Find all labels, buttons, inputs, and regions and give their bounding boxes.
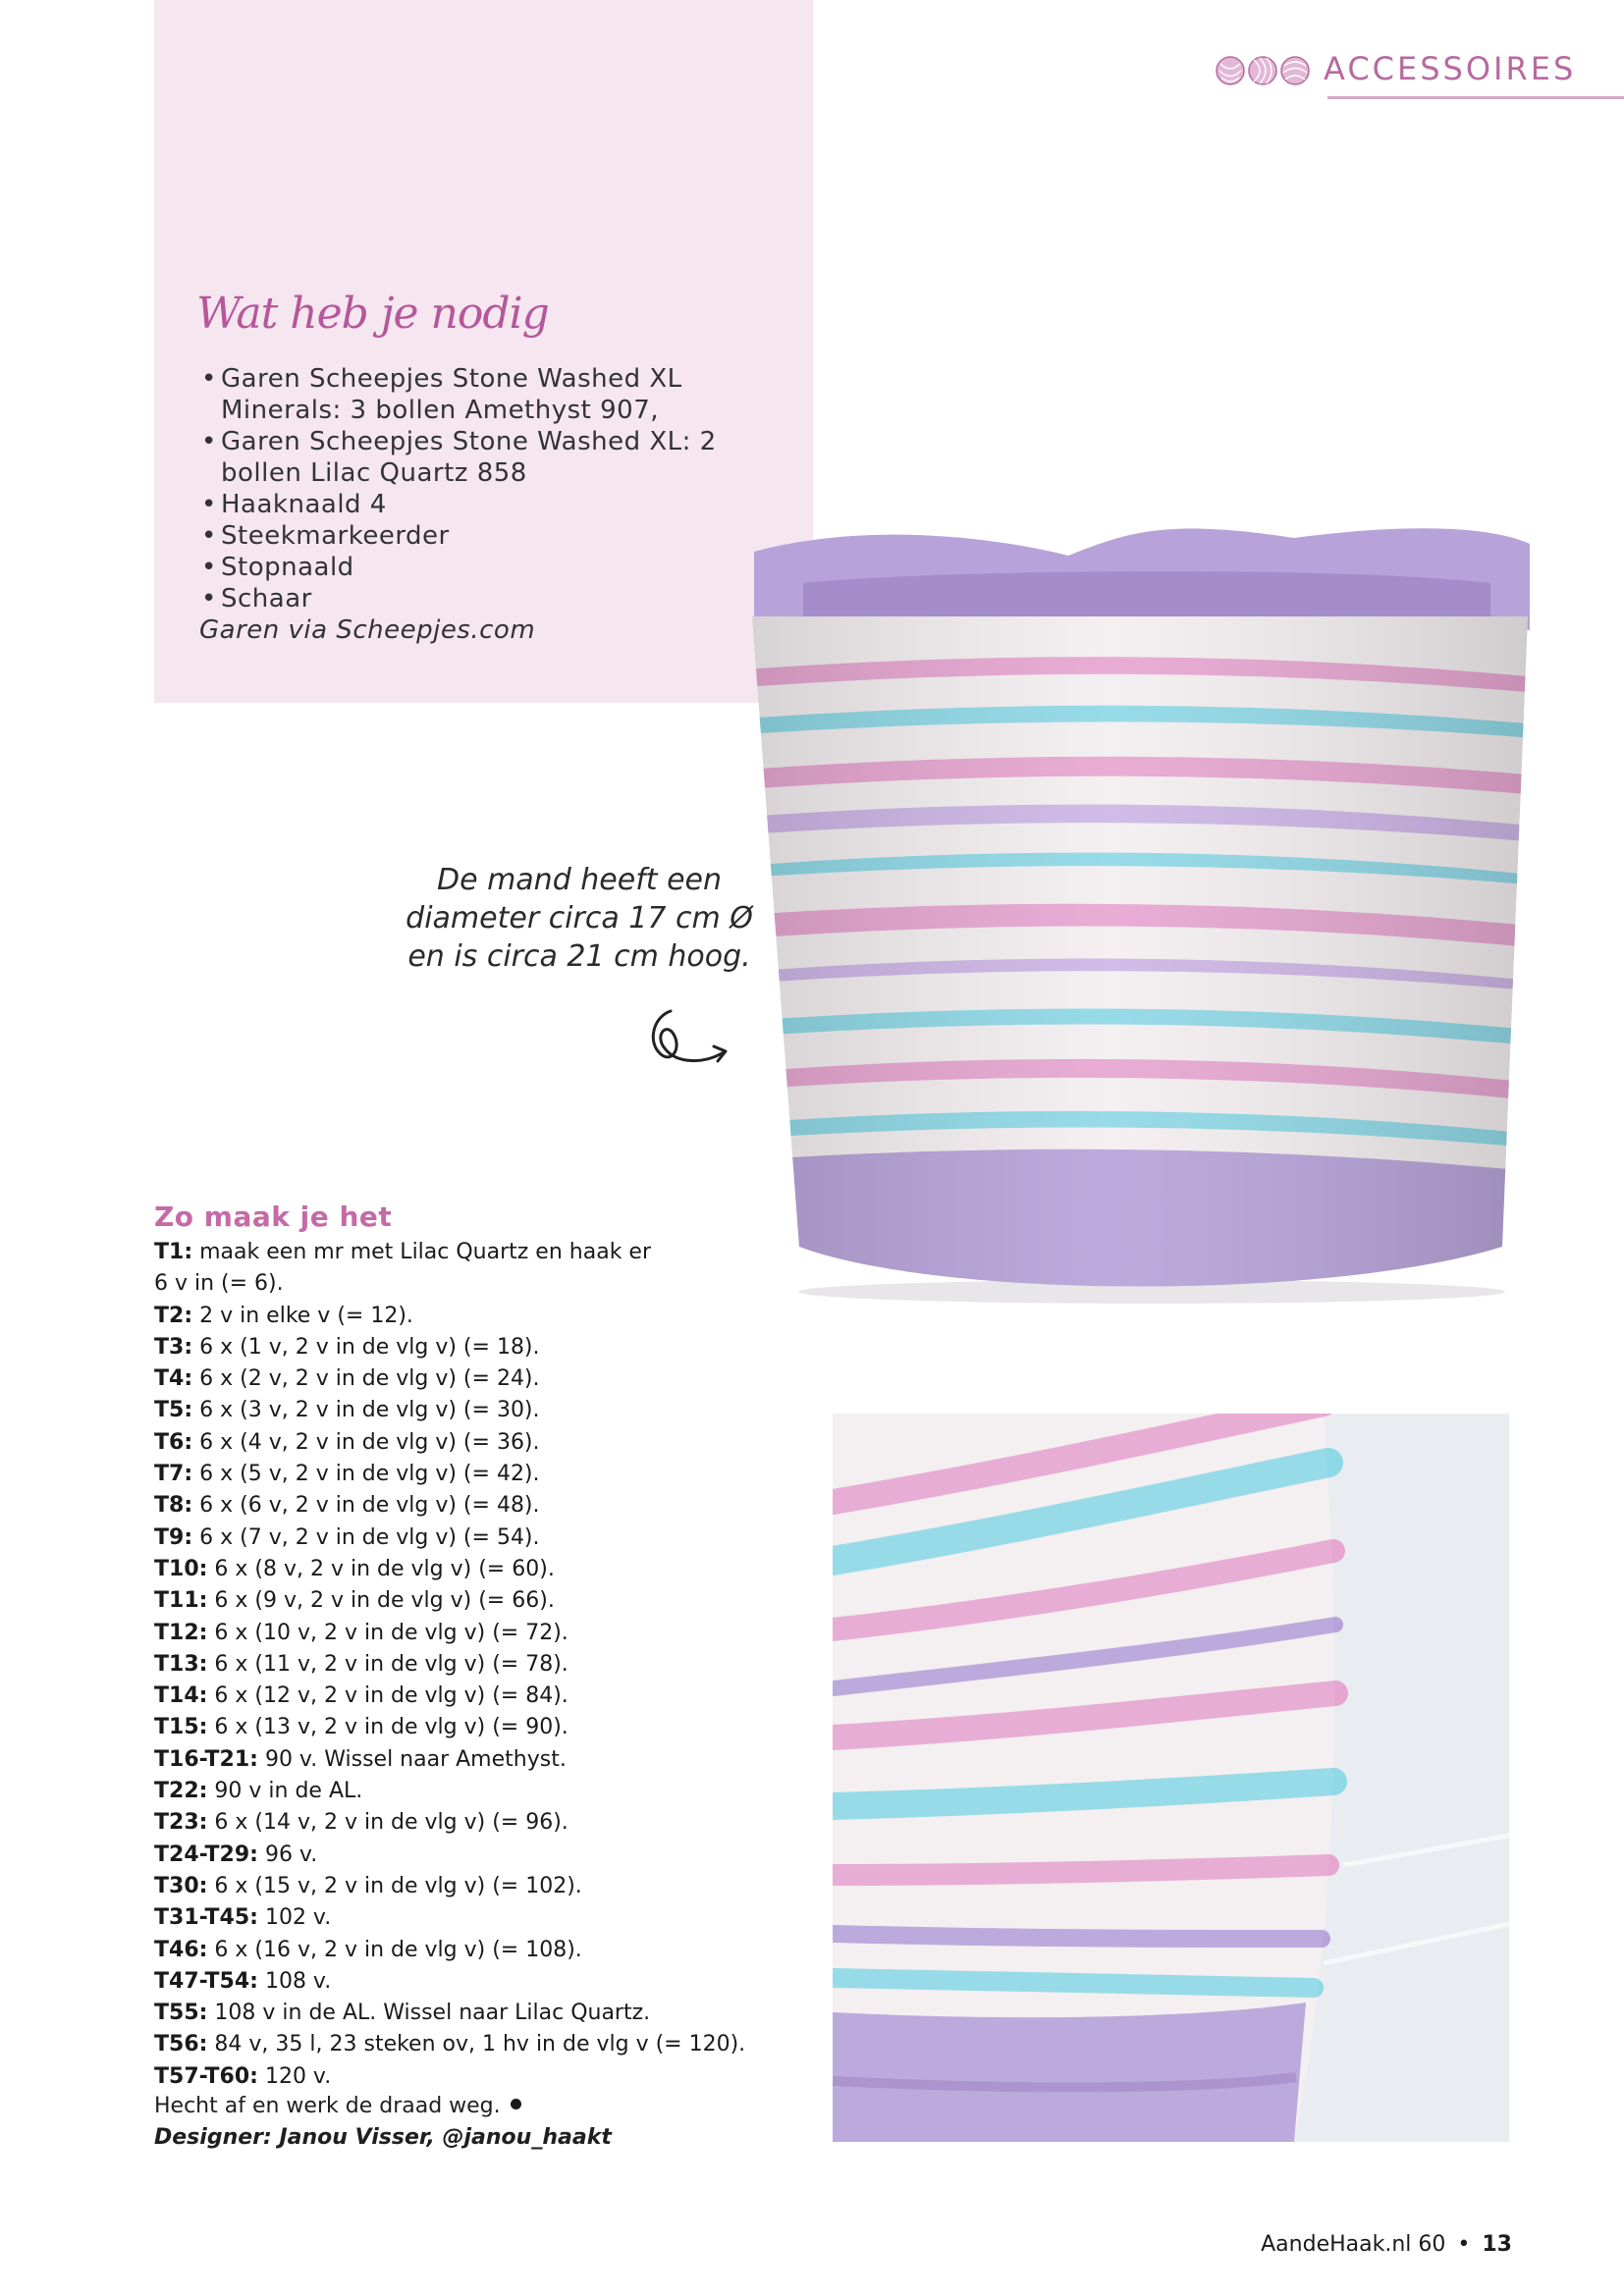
instruction-row — [154, 1902, 783, 1934]
section-label: ACCESSOIRES — [1324, 50, 1577, 87]
row-text: 6 x (7 v, 2 v in de vlg v) (= 54). — [192, 1524, 540, 1550]
row-label: T14: — [154, 1683, 208, 1709]
materials-item: • Garen Scheepjes Stone Washed XL Minerals: 3 bollen Amethyst 907, — [201, 363, 790, 426]
instruction-row — [154, 1966, 783, 1998]
detail-photo — [833, 1414, 1509, 2142]
materials-title: Wat heb je nodig — [196, 289, 549, 339]
instruction-row — [154, 1363, 783, 1395]
materials-item: • Haaknaald 4 — [201, 489, 790, 520]
instruction-row — [154, 1554, 783, 1585]
row-text: 6 x (4 v, 2 v in de vlg v) (= 36). — [192, 1429, 540, 1455]
row-text: 108 v. — [257, 1968, 332, 1994]
row-text: 6 x (5 v, 2 v in de vlg v) (= 42). — [192, 1462, 540, 1487]
instruction-row — [154, 1840, 783, 1871]
instruction-row — [154, 1744, 783, 1776]
instruction-row — [154, 1998, 783, 2029]
row-label: T57-T60: — [154, 2063, 258, 2089]
instruction-row — [154, 1935, 783, 1966]
finish-text: Hecht af en werk de draad weg. — [154, 2094, 501, 2118]
magazine-name: AandeHaak.nl 60 — [1261, 2232, 1446, 2257]
instruction-row — [154, 1649, 783, 1681]
row-text: 90 v in de AL. — [207, 1779, 363, 1804]
row-label: T22: — [154, 1779, 208, 1804]
yarn-balls-icon — [1215, 54, 1311, 87]
row-label: T6: — [154, 1429, 193, 1455]
instruction-row — [154, 1712, 783, 1743]
row-label: T9: — [154, 1524, 193, 1550]
section-divider — [1327, 96, 1624, 99]
row-text: 6 x (1 v, 2 v in de vlg v) (= 18). — [192, 1334, 540, 1360]
row-label: T55: — [154, 2001, 208, 2026]
row-label: T5: — [154, 1398, 193, 1423]
row-label: T15: — [154, 1715, 208, 1740]
instruction-row — [154, 1681, 783, 1712]
footer-separator: • — [1457, 2232, 1471, 2257]
instruction-row — [154, 1618, 783, 1649]
materials-source: Garen via Scheepjes.com — [199, 615, 536, 645]
row-text: 6 x (15 v, 2 v in de vlg v) (= 102). — [207, 1873, 582, 1898]
row-label: T46: — [154, 1937, 208, 1962]
instructions-title: Zo maak je het — [154, 1201, 393, 1233]
row-label: T2: — [154, 1303, 193, 1328]
end-dot-icon — [511, 2099, 521, 2109]
row-text: 6 x (2 v, 2 v in de vlg v) (= 24). — [192, 1366, 540, 1392]
row-text: 6 x (12 v, 2 v in de vlg v) (= 84). — [207, 1683, 568, 1709]
row-label: T47-T54: — [154, 1968, 258, 1994]
instruction-row — [154, 1395, 783, 1426]
row-text: 6 x (6 v, 2 v in de vlg v) (= 48). — [192, 1493, 540, 1519]
instruction-row — [154, 1490, 783, 1522]
row-text: 102 v. — [257, 1905, 332, 1931]
row-label: T16-T21: — [154, 1746, 258, 1772]
row-text: 6 x (16 v, 2 v in de vlg v) (= 108). — [207, 1937, 582, 1962]
row-text: 108 v in de AL. Wissel naar Lilac Quartz. — [207, 2001, 651, 2026]
instruction-row — [154, 1332, 783, 1363]
row-label: T56: — [154, 2032, 208, 2057]
page-footer — [1159, 2230, 1512, 2260]
row-label: T13: — [154, 1651, 208, 1677]
row-text: 96 v. — [257, 1842, 318, 1867]
row-text: 6 x (10 v, 2 v in de vlg v) (= 72). — [207, 1620, 568, 1645]
photo-caption: De mand heeft een diameter circa 17 cm Ø en is circa 21 cm hoog. — [406, 863, 753, 974]
instruction-row — [154, 1459, 783, 1490]
row-label: T12: — [154, 1620, 208, 1645]
designer-credit: Designer: Janou Visser, @janou_haakt — [154, 2125, 612, 2150]
materials-list — [201, 363, 790, 614]
instruction-row — [154, 1585, 783, 1617]
row-text: 6 x (14 v, 2 v in de vlg v) (= 96). — [207, 1810, 568, 1836]
instruction-row — [154, 1871, 783, 1902]
row-text: 84 v, 35 l, 23 steken ov, 1 hv in de vlg v (= 120). — [207, 2032, 746, 2057]
materials-item: • Stopnaald — [201, 552, 790, 583]
instruction-row — [154, 1237, 665, 1301]
row-label: T3: — [154, 1334, 193, 1360]
row-label: T30: — [154, 1873, 208, 1898]
row-text: 6 x (8 v, 2 v in de vlg v) (= 60). — [207, 1556, 555, 1581]
row-text: 90 v. Wissel naar Amethyst. — [257, 1746, 567, 1772]
row-text: 6 x (13 v, 2 v in de vlg v) (= 90). — [207, 1715, 568, 1740]
row-text: maak een mr met Lilac Quartz en haak er 6 v in (= 6). — [154, 1240, 652, 1297]
row-text: 2 v in elke v (= 12). — [192, 1303, 413, 1328]
materials-item: • Schaar — [201, 583, 790, 614]
instruction-row — [154, 1301, 783, 1332]
row-label: T8: — [154, 1493, 193, 1519]
swirl-arrow-icon — [643, 1003, 731, 1072]
instruction-row — [154, 1807, 783, 1839]
instruction-row — [154, 2029, 783, 2060]
row-label: T10: — [154, 1556, 208, 1581]
row-label: T1: — [154, 1240, 193, 1264]
finish-note — [154, 2091, 521, 2122]
row-text: 6 x (11 v, 2 v in de vlg v) (= 78). — [207, 1651, 568, 1677]
row-label: T31-T45: — [154, 1905, 258, 1931]
row-text: 6 x (9 v, 2 v in de vlg v) (= 66). — [207, 1588, 555, 1614]
row-label: T4: — [154, 1366, 193, 1392]
instruction-row — [154, 1776, 783, 1807]
materials-item: • Steekmarkeerder — [201, 520, 790, 552]
basket-photo — [744, 522, 1559, 1308]
row-label: T11: — [154, 1588, 208, 1614]
instruction-row — [154, 2061, 783, 2093]
instruction-row — [154, 1522, 783, 1554]
row-text: 120 v. — [257, 2063, 332, 2089]
page-number: 13 — [1482, 2232, 1512, 2257]
row-label: T23: — [154, 1810, 208, 1836]
row-text: 6 x (3 v, 2 v in de vlg v) (= 30). — [192, 1398, 540, 1423]
instructions-list — [154, 1237, 783, 2093]
instruction-row — [154, 1427, 783, 1459]
materials-item: • Garen Scheepjes Stone Washed XL: 2 bollen Lilac Quartz 858 — [201, 426, 790, 489]
row-label: T7: — [154, 1462, 193, 1487]
row-label: T24-T29: — [154, 1842, 258, 1867]
